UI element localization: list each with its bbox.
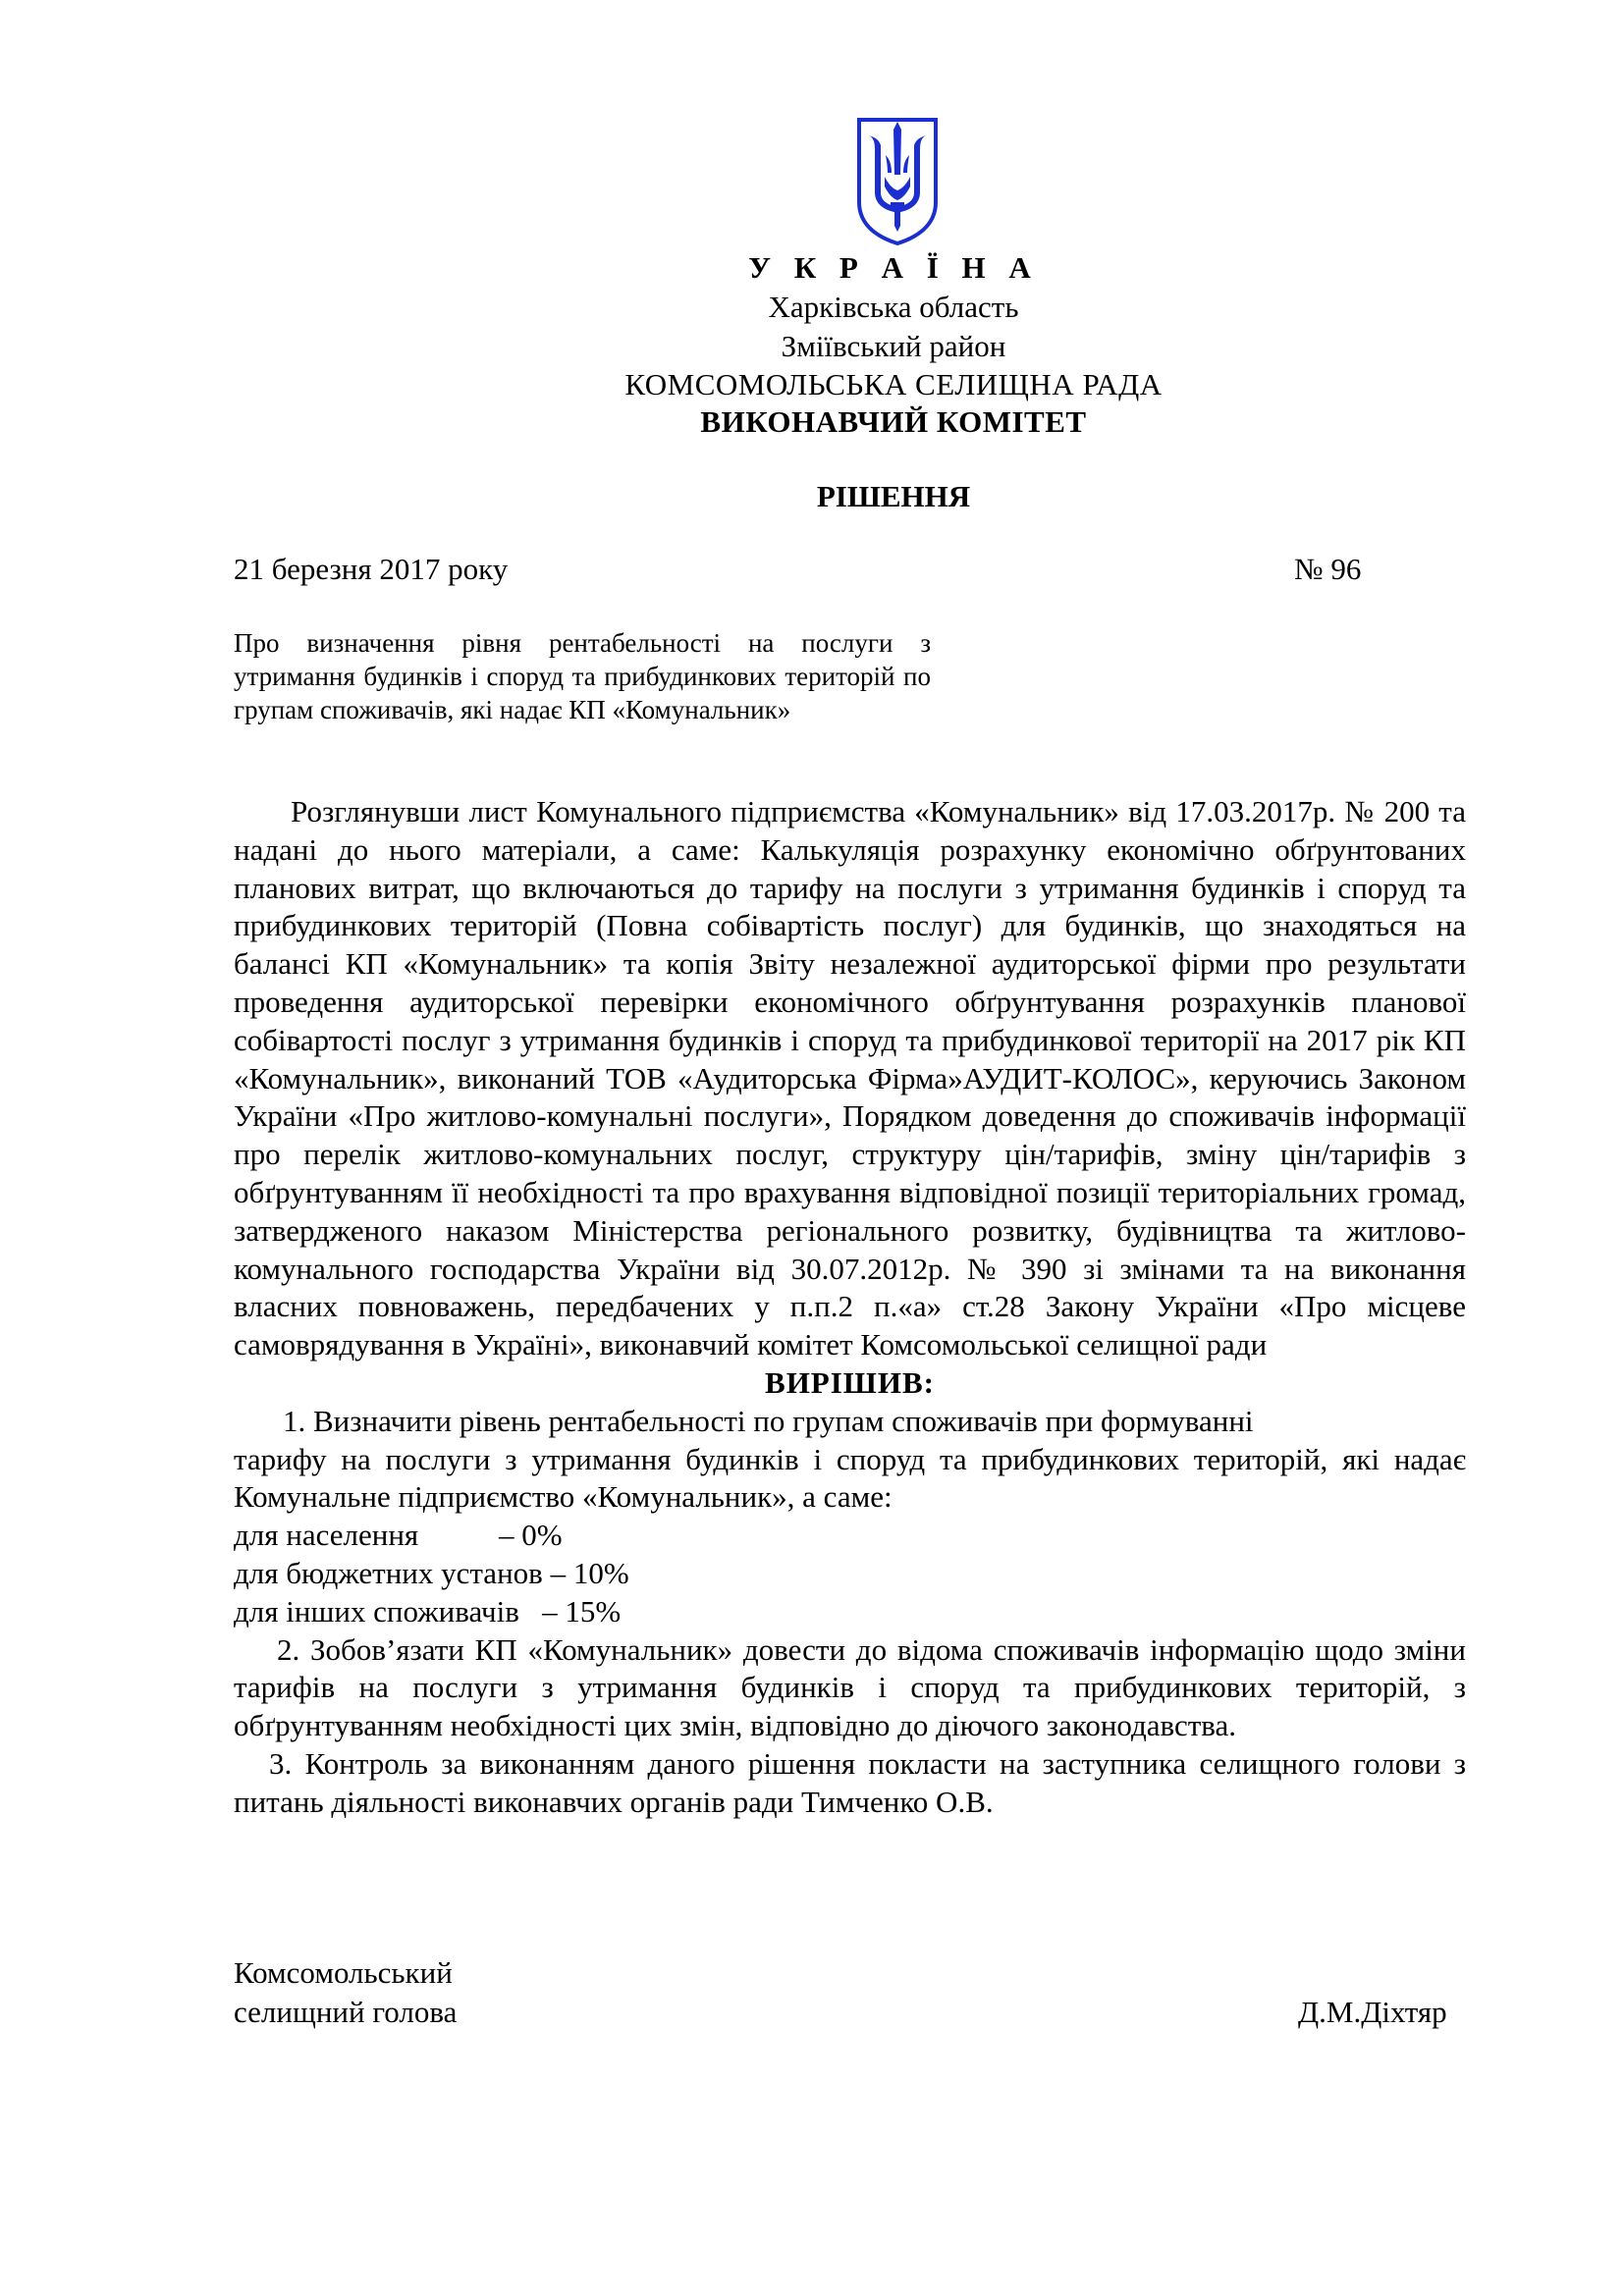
raion-line: Зміївський район: [781, 329, 1006, 363]
tryzub-emblem-icon: [855, 116, 940, 245]
signatory-title-line-2: селищний голова: [234, 1995, 458, 2029]
document-number: № 96: [1294, 552, 1362, 586]
decision-item-3: 3. Контроль за виконанням даного рішення покласти на заступника селищного голови з питань діяльності виконавчих органів ради Тимченко О.В.: [234, 1745, 1466, 1819]
signatory-title: [234, 1953, 457, 2032]
signatory-name: Д.М.Діхтяр: [1298, 1995, 1447, 2029]
decision-item-2: 2. Зобов’язати КП «Комунальник» довести до відома споживачів інформацію щодо зміни тарифів на послуги з утримання будинків і споруд та прибудинкових територій, з обґрунтуванням необхідності цих змін, відповідно до діючого законодавства.: [234, 1631, 1466, 1743]
signatory-title-line-1: Комсомольський: [234, 1955, 453, 1990]
rate-label: для бюджетних установ: [234, 1555, 543, 1590]
executive-committee-heading: ВИКОНАВЧИЙ КОМІТЕТ: [700, 404, 1087, 439]
country-heading: У К Р А Ї Н А: [748, 250, 1039, 285]
rate-label: для населення: [234, 1518, 419, 1553]
document-date: 21 березня 2017 року: [234, 552, 509, 586]
rate-row: [234, 1517, 1466, 1555]
oblast-line: Харківська область: [768, 290, 1019, 324]
rate-value: – 0%: [499, 1518, 563, 1553]
rate-row: [234, 1593, 1466, 1631]
decision-item-1-text: тарифу на послуги з утримання будинків і споруд та прибудинкових територій, які надає Комунальне підприємство «Комунальник», а саме:: [234, 1441, 1466, 1515]
decision-item-1-line-1: 1. Визначити рівень рентабельності по групам споживачів при формуванні: [283, 1403, 1254, 1438]
rate-row: [234, 1555, 1466, 1593]
rate-label: для інших споживачів: [234, 1593, 519, 1629]
council-name: КОМСОМОЛЬСЬКА СЕЛИЩНА РАДА: [624, 367, 1163, 401]
preamble-paragraph: Розглянувши лист Комунального підприємства «Комунальник» від 17.03.2017р. № 200 та надані до нього матеріали, а саме: Калькуляція розрахунку економічно обґрунтованих планових витрат, що включаються до тарифу на послуги з утримання будинків і споруд та прибудинкових територій (Повна собівартість послуг) для будинків, що знаходяться на балансі КП «Комунальник» та копія Звіту незалежної аудиторської фірми про результати проведення аудиторської перевірки економічного обґрунтування розрахунків планової собівартості послуг з утримання будинків і споруд та прибудинкової території на 2017 рік КП «Комунальник», виконаний ТОВ «Аудиторська Фірма»АУДИТ-КОЛОС», керуючись Законом України «Про житлово-комунальні послуги», Порядком доведення до споживачів інформації про перелік житлово-комунальних послуг, структуру цін/тарифів, зміну цін/тарифів з обґрунтуванням її необхідності та про врахування відповідної позиції територіальних громад, затвердженого наказом Міністерства регіонального розвитку, будівництва та житлово-комунального господарства України від 30.07.2012р. № 390 зі змінами та на виконання власних повноважень, передбачених у п.п.2 п.«а» ст.28 Закону України «Про місцеве самоврядування в Україні», виконавчий комітет Комсомольської селищної ради: [234, 794, 1466, 1362]
document-type-heading: РІШЕННЯ: [816, 479, 971, 513]
rates-list: [234, 1517, 1466, 1630]
rate-value: – 15%: [542, 1593, 622, 1629]
decided-heading: ВИРІШИВ:: [765, 1364, 935, 1400]
document-body: [234, 793, 1466, 1822]
rate-value: – 10%: [550, 1555, 629, 1590]
document-subject: Про визначення рівня рентабельності на послуги з утримання будинків і споруд та прибудинкових територій по групам споживачів, які надає КП «Комунальник»: [234, 628, 931, 724]
